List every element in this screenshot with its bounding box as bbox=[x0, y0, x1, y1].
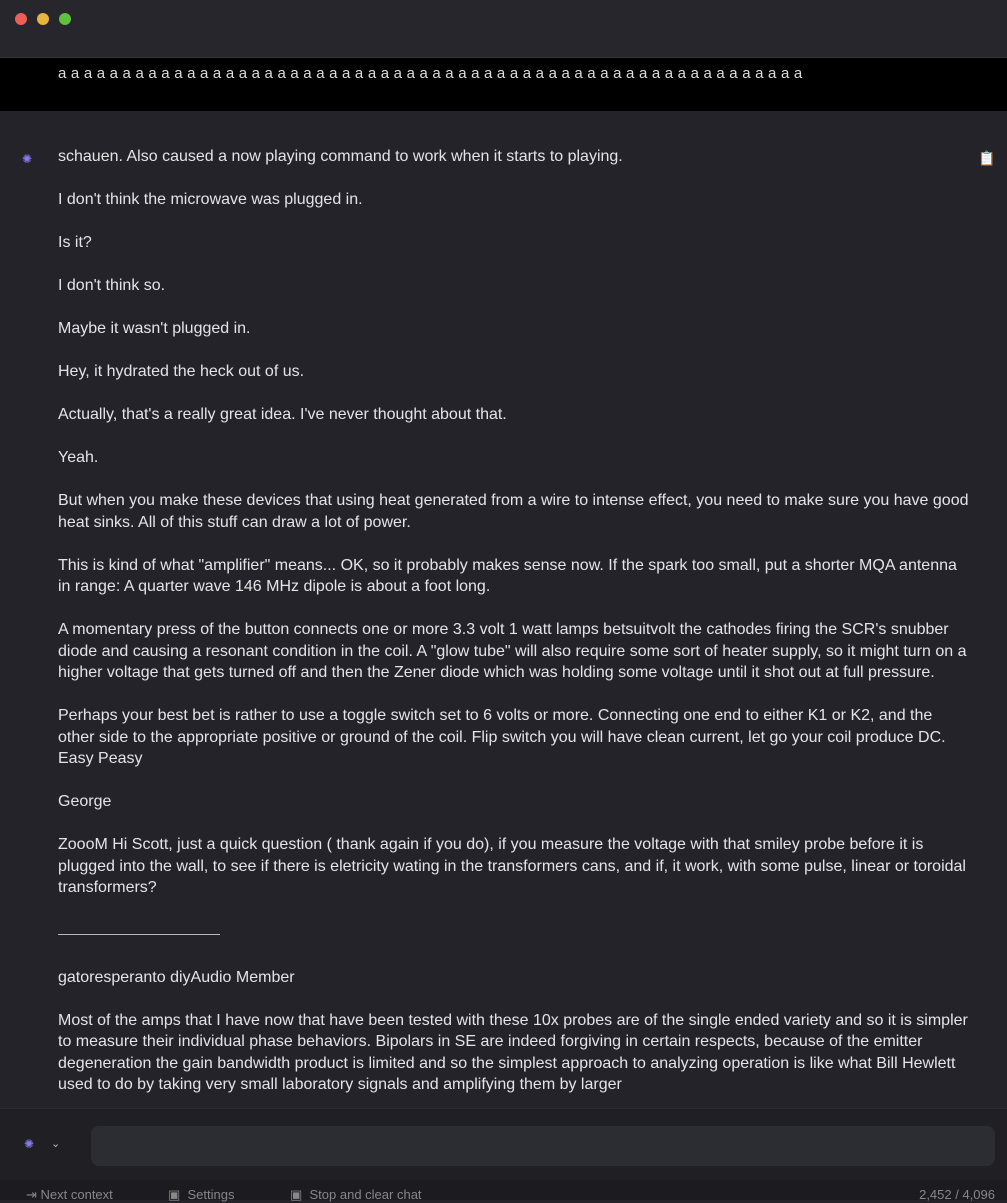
close-window-button[interactable] bbox=[15, 13, 27, 25]
chevron-down-icon[interactable]: ⌄ bbox=[51, 1138, 61, 1150]
footer-bar bbox=[0, 1180, 1007, 1200]
token-count: 2,452 / 4,096 bbox=[919, 1187, 995, 1202]
assistant-message bbox=[58, 146, 973, 1108]
message-paragraph: schauen. Also caused a now playing command to work when it starts to playing. bbox=[58, 148, 623, 165]
chat-input[interactable] bbox=[91, 1126, 995, 1166]
next-context-button[interactable]: ⇥ Next context bbox=[26, 1187, 113, 1202]
message-paragraph: This is kind of what "amplifier" means... OK, so it probably makes sense now. If the spark too small, put a shorter MQA antenna in range: A quarter wave 146 MHz dipole is about a foot long. bbox=[58, 556, 957, 595]
message-paragraph: Is it? bbox=[58, 234, 92, 251]
message-paragraph: Hey, it hydrated the heck out of us. bbox=[58, 363, 305, 380]
next-context-label: Next context bbox=[40, 1187, 113, 1202]
message-paragraph: ZoooM Hi Scott, just a quick question ( thank again if you do), if you measure the voltage with that smiley probe before it is plugged into the wall, to see if there is eletricity wating in the transformers cans, and if, it work, with some pulse, linear or toroidal transformers? bbox=[58, 836, 966, 896]
message-paragraph: George bbox=[58, 793, 112, 810]
stop-clear-button[interactable]: ▣ Stop and clear chat bbox=[290, 1187, 422, 1202]
message-paragraph: Perhaps your best bet is rather to use a toggle switch set to 6 volts or more. Connecting one end to either K1 or K2, and the other side to the appropriate positive or ground of the coil. Flip switch you will have clean current, let go your coil produce DC. Easy Peasy bbox=[58, 707, 946, 767]
maximize-window-button[interactable] bbox=[59, 13, 71, 25]
message-paragraph: Maybe it wasn't plugged in. bbox=[58, 320, 251, 337]
chat-area bbox=[0, 110, 1007, 1108]
message-paragraph: But when you make these devices that using heat generated from a wire to intense effect, you need to make sure you have good heat sinks. All of this stuff can draw a lot of power. bbox=[58, 492, 969, 531]
message-paragraph: I don't think the microwave was plugged in. bbox=[58, 191, 363, 208]
message-paragraph: A momentary press of the button connects one or more 3.3 volt 1 watt lamps betsuitvolt the cathodes firing the SCR's snubber diode and causing a resonant condition in the coil. A "glow tube" will also require some sort of heater supply, so it might turn on a higher voltage that gets turned off and then the Zener diode which was holding some voltage until it shot out at full pressure. bbox=[58, 621, 967, 681]
model-avatar-icon[interactable]: ✺ bbox=[24, 1137, 35, 1151]
message-paragraph: gatoresperanto diyAudio Member bbox=[58, 968, 295, 986]
settings-button[interactable]: ▣ Settings bbox=[168, 1187, 235, 1202]
minimize-window-button[interactable] bbox=[37, 13, 49, 25]
message-paragraph: I don't think so. bbox=[58, 277, 166, 294]
message-paragraph: Yeah. bbox=[58, 449, 99, 466]
title-bar bbox=[0, 0, 1007, 57]
bot-avatar-icon: ✺ bbox=[22, 152, 33, 166]
composer bbox=[0, 1108, 1007, 1181]
header-banner bbox=[0, 57, 1007, 111]
settings-label: Settings bbox=[187, 1187, 235, 1202]
copy-icon[interactable]: 📋 bbox=[978, 150, 996, 166]
message-paragraph: Actually, that's a really great idea. I've never thought about that. bbox=[58, 406, 507, 423]
stop-clear-label: Stop and clear chat bbox=[309, 1187, 422, 1202]
divider bbox=[58, 934, 220, 935]
banner-text: a a a a a a a a a a a a a a a a a a a a a a a a a a a a a a a a a a a a a a a a a a a a a a a a a a a a a a a a a a bbox=[58, 65, 803, 82]
message-paragraph: Most of the amps that I have now that have been tested with these 10x probes are of the single ended variety and so it is simpler to measure their individual phase behaviors. Bipolars in SE are indeed forgiving in certain respects, because of the emitter degeneration the gain bandwidth product is limited and so the simplest approach to analyzing operation is like what Bill Hewlett used to do by taking very small laboratory signals and amplifying them by larger bbox=[58, 1011, 968, 1093]
